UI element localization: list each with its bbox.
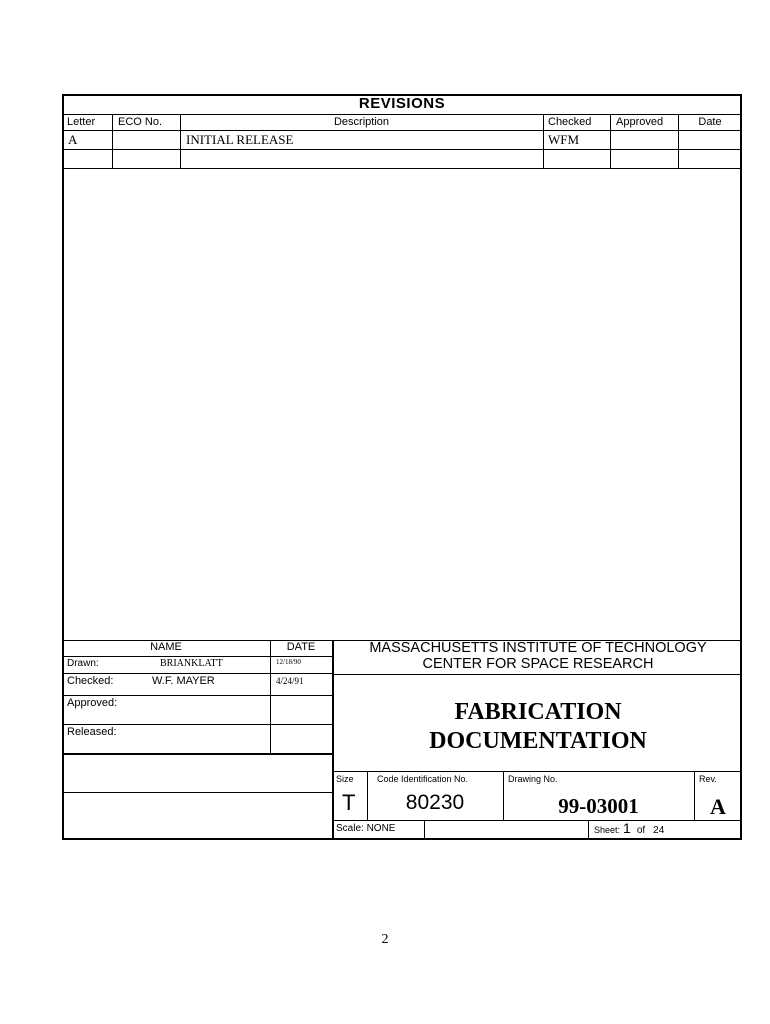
page-number: 2 [381, 932, 389, 947]
drawn-date: 12/18/90 [276, 658, 301, 666]
rev-header-letter: Letter [67, 116, 96, 128]
checked-date: 4/24/91 [276, 676, 304, 686]
size-value: T [342, 790, 356, 815]
rev-header-description: Description [333, 116, 390, 128]
rev-label: Rev. [699, 774, 717, 784]
drawing-value: 99-03001 [558, 794, 639, 818]
rev-header-date: Date [698, 116, 722, 128]
sheet-number: 1 [623, 820, 631, 836]
checked-label: Checked: [67, 675, 114, 687]
drawing-label: Drawing No. [508, 774, 558, 784]
doc-title-line-2: DOCUMENTATION [429, 728, 647, 754]
rev-header-checked: Checked [548, 116, 592, 128]
code-value: 80230 [405, 791, 465, 814]
date-header: DATE [286, 641, 316, 653]
org-line-1: MASSACHUSETTS INSTITUTE OF TECHNOLOGY [369, 640, 707, 656]
sheet-of: of [636, 825, 646, 836]
code-label: Code Identification No. [377, 774, 469, 784]
sheet-total: 24 [653, 825, 665, 836]
sheet-label: Sheet: [594, 825, 621, 835]
rev-row-description: INITIAL RELEASE [186, 132, 294, 147]
name-header: NAME [150, 641, 182, 653]
rev-value: A [710, 794, 726, 819]
rev-row-checked: WFM [548, 132, 580, 147]
approved-label: Approved: [67, 697, 118, 709]
doc-title-line-1: FABRICATION [454, 699, 622, 725]
sheet-indicator [594, 820, 664, 838]
rev-header-eco: ECO No. [118, 116, 163, 128]
size-label: Size [336, 774, 354, 784]
released-label: Released: [67, 726, 117, 738]
revisions-title: REVISIONS [358, 95, 446, 112]
org-line-2: CENTER FOR SPACE RESEARCH [422, 656, 654, 672]
scale-text: Scale: NONE [336, 823, 396, 834]
checked-name: W.F. MAYER [152, 675, 215, 687]
rev-header-approved: Approved [616, 116, 664, 128]
drawn-label: Drawn: [67, 658, 99, 669]
rev-row-letter: A [68, 132, 78, 147]
drawn-name: BRIANKLATT [160, 658, 223, 669]
